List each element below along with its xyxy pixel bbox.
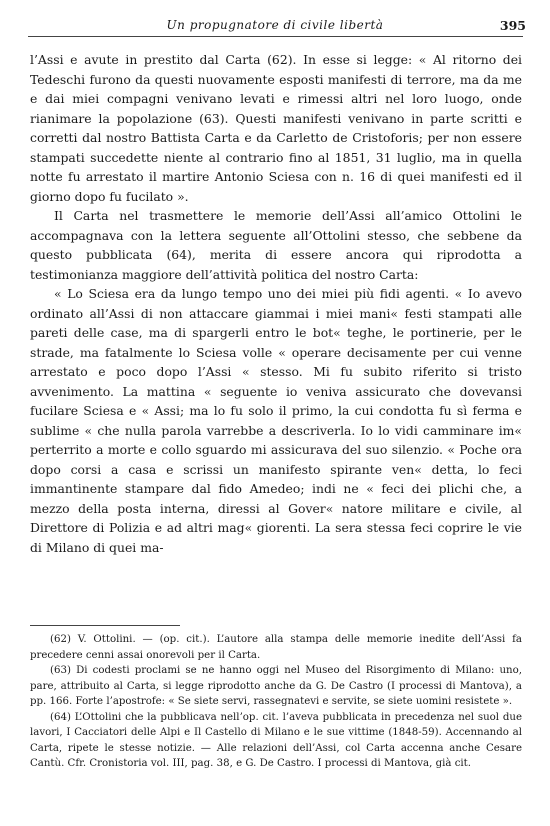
footnote-62: (62) V. Ottolini. — (op. cit.). L’autore alla stampa delle memorie inedite dell’Assi fa precedere cenni assai onorevoli per il Carta. [30, 634, 522, 661]
footnote-63: (63) Di codesti proclami se ne hanno oggi nel Museo del Risorgimento di Milano: uno, pare, attribuito al Carta, si legge riprodotto anche da G. De Castro (I processi di Mantova), a pp. 166. Forte l’apostrofe: « Se siete servi, rassegnatevi e servite, se siete uomini resistete ». [30, 665, 522, 707]
quoted-letter [30, 284, 522, 557]
page-header [0, 18, 550, 38]
body-text [30, 50, 522, 557]
paragraph: l’Assi e avute in prestito dal Carta (62). In esse si legge: « Al ritorno dei Tedeschi furono da questi nuovamente esposti manifesti di terrore, ma da me e dai miei compagni venivano levati e rimessi altri nel loro luogo, onde rianimare la popolazione (63). Questi manifesti venivano in parte scritti e corretti dal nostro Battista Carta e da Carletto de Cristoforis; per non essere stampati succedette niente al contrario fino al 1851, 31 luglio, ma in quella notte fu arrestato il martire Antonio Sciesa con n. 16 di quei manifesti ed il giorno dopo fu fucilato ». [30, 52, 522, 204]
footnotes [30, 632, 522, 772]
paragraph: Il Carta nel trasmettere le memorie dell’Assi all’amico Ottolini le accompagnava con la lettera seguente all’Ottolini stesso, che sebbene da questo pubblicata (64), merita di essere ancora qui riprodotta a testimonianza maggiore dell’attività politica del nostro Carta: [30, 208, 522, 282]
running-title: Un propugnatore di civile libertà [166, 18, 384, 32]
footnote-separator [30, 625, 180, 626]
quote-text: « Lo Sciesa era da lungo tempo uno dei miei più fidi agenti. « Io avevo ordinato all’Assi di non attaccare giammai i miei mani« festi stampati alle pareti delle case, ma di spargerli entro le bot« teghe, le portinerie, per le strade, ma fatalmente lo Sciesa volle « operare decisamente per cui venne arrestato e poco dopo l’Assi « stesso. Mi fu subito riferito si tristo avvenimento. La mattina « seguente io veniva assicurato che dovevansi fucilare Sciesa e « Assi; ma lo fu solo il primo, la cui condotta fu sì ferma e sublime « che nulla parola varrebbe a descriverla. Io lo vidi camminare im« perterrito a morte e collo sguardo mi assicurava del suo silenzio. « Poche ora dopo corsi a casa e scrissi un manifesto spirante ven« detta, lo feci immantinente stampare dal fido Amedeo; indi ne « feci dei plichi che, a mezzo della posta interna, diressi al Gover« natore militare e civile, al Direttore di Polizia e ad altri mag« giorenti. La sera stessa feci coprire le vie di Milano di quei ma- [30, 286, 522, 555]
header-rule [28, 36, 523, 37]
footnote-64: (64) L’Ottolini che la pubblicava nell’op. cit. l’aveva pubblicata in precedenza nel suol due lavori, I Cacciatori delle Alpi e Il Castello di Milano e le sue vittime (1848-59). Accennando al Carta, ripete le stesse notizie. — Alle relazioni dell’Assi, col Carta accenna anche Cesare Cantù. Cfr. Cronistoria vol. III, pag. 38, e G. De Castro. I processi di Mantova, già cit. [30, 711, 522, 769]
page-number: 395 [499, 18, 526, 33]
